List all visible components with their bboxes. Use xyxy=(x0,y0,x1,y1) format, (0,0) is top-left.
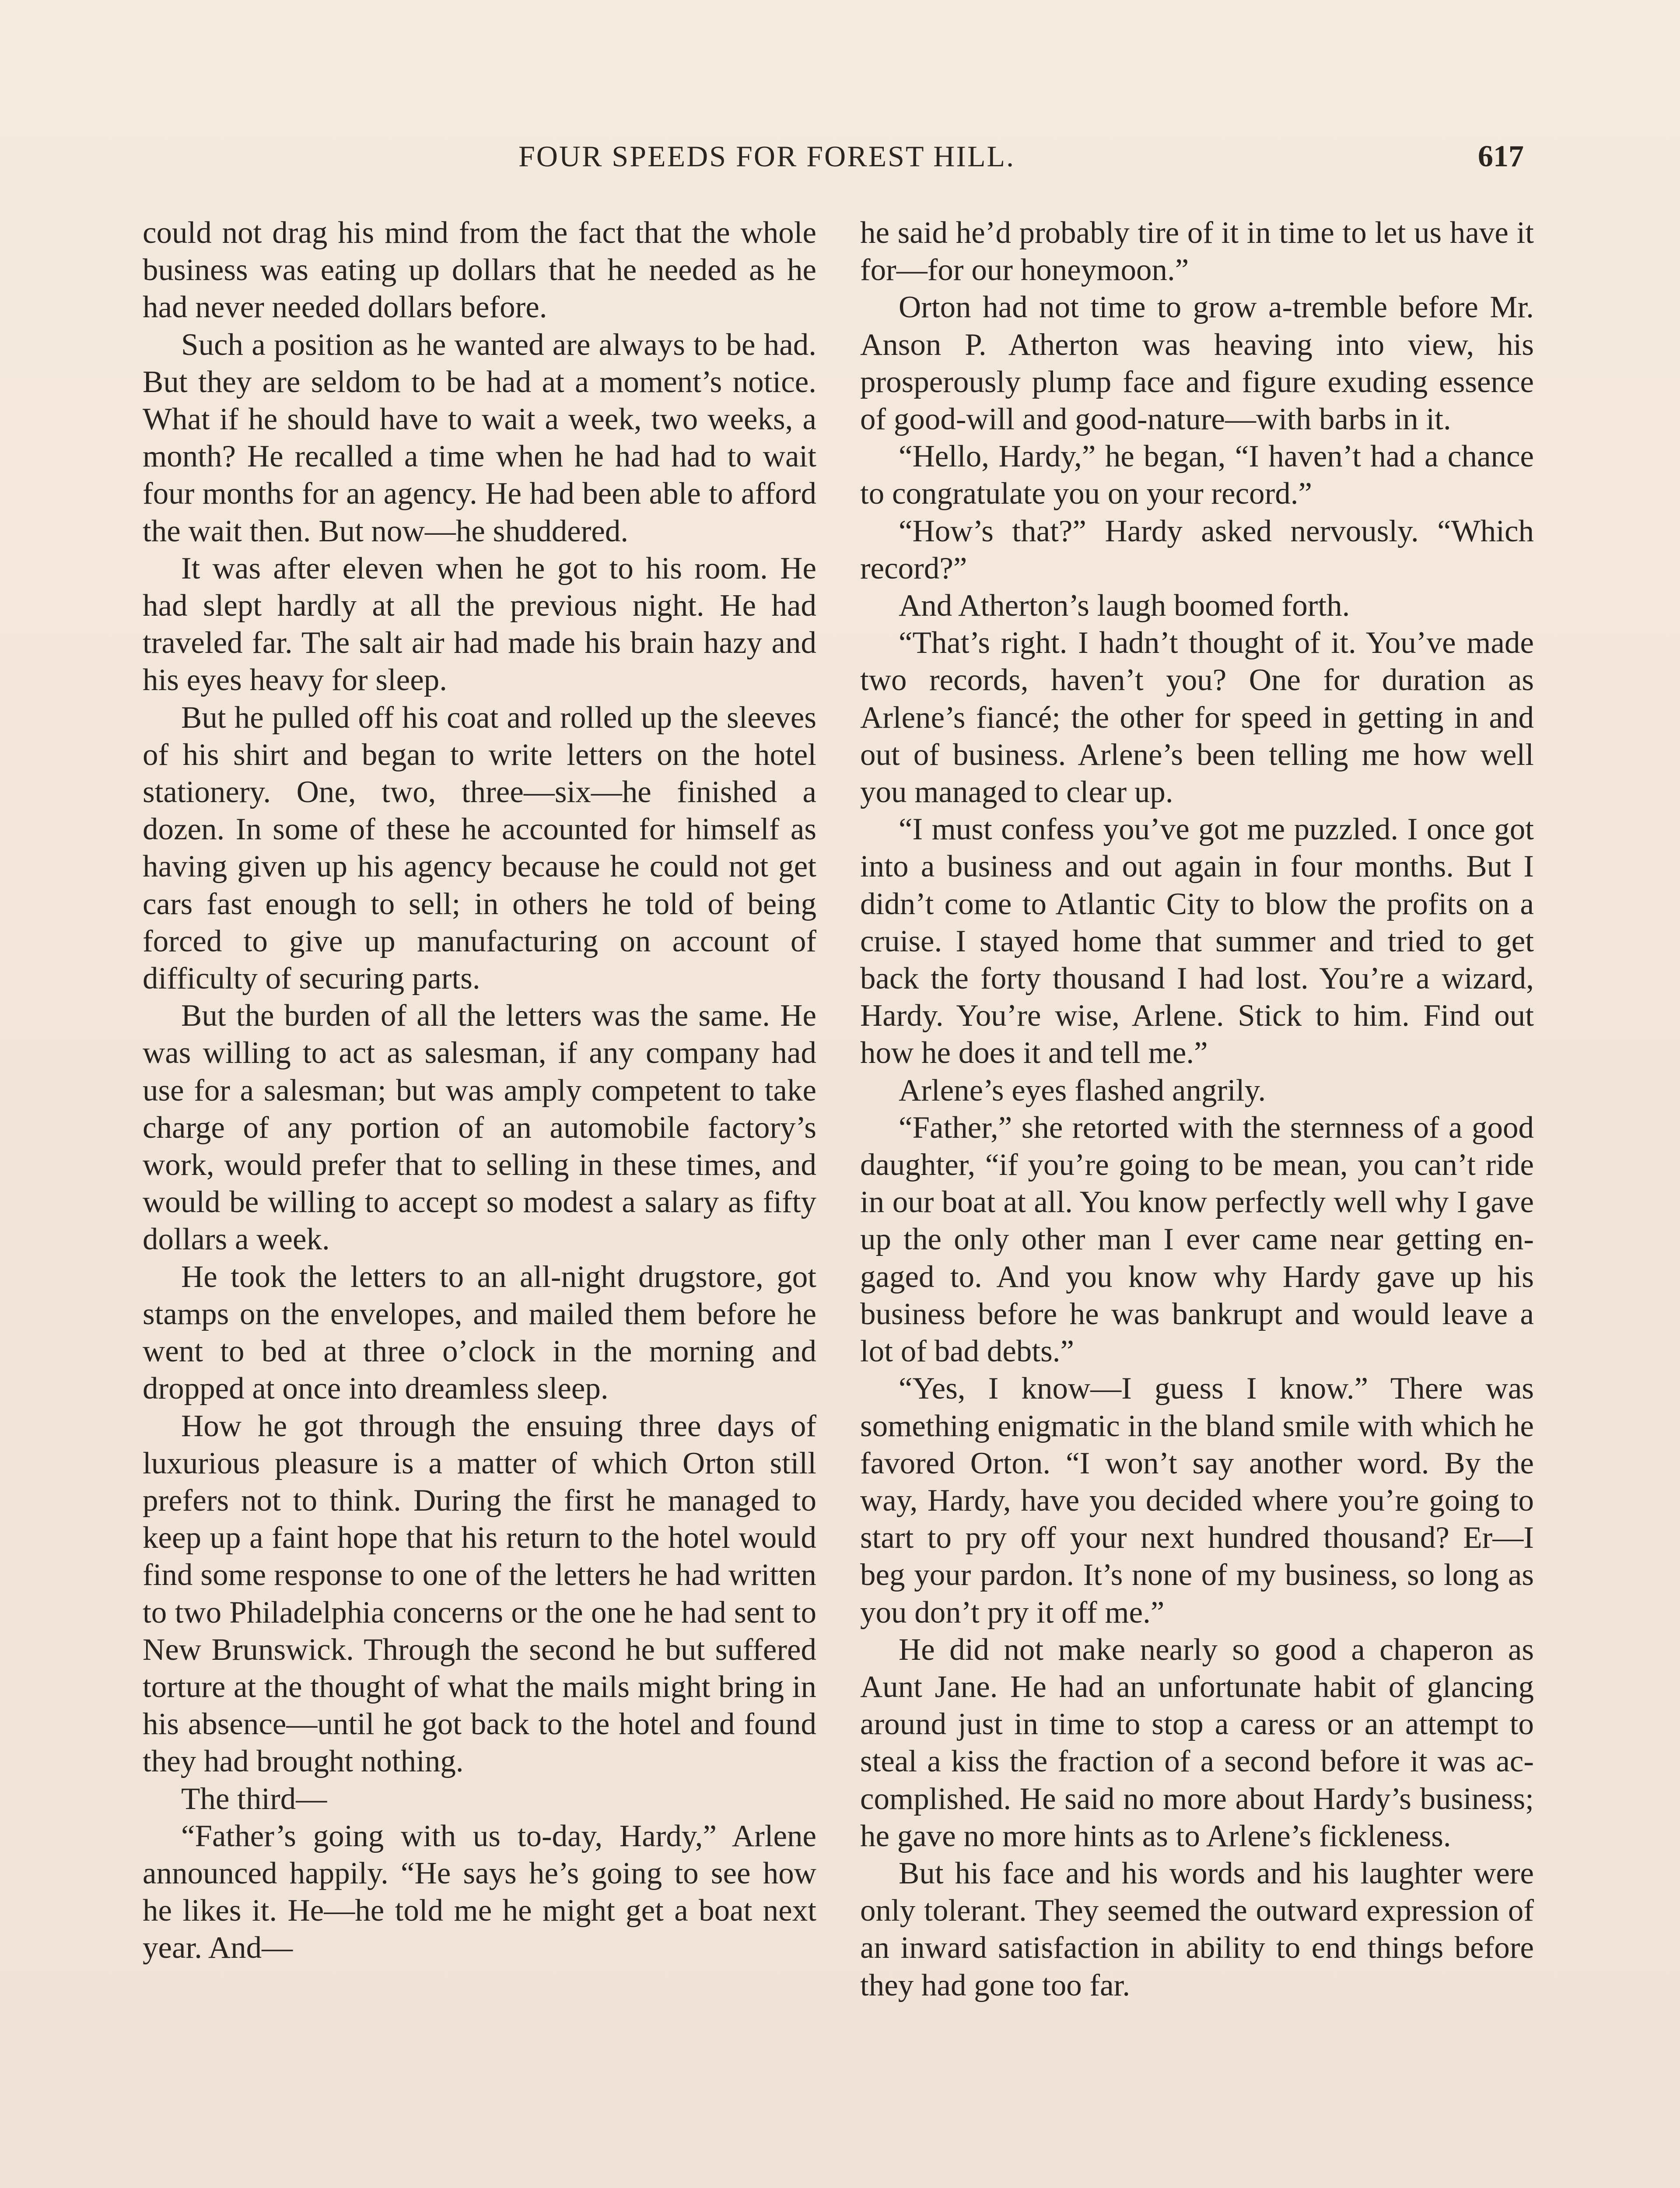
paragraph: could not drag his mind from the fact that the whole business was eating up dollars that he needed as he had never needed dollars before. xyxy=(143,216,816,325)
paragraph: he said he’d probably tire of it in time to let us have it for—for our honeymoon.” xyxy=(860,216,1534,288)
paragraph: “Yes, I know—I guess I know.” There was something enigmatic in the bland smile with which he favored Orton. “I won’t say another word. By the way, Hardy, have you decided where you’re going to start to pry off your next hundred thousand? Er—I beg your pardon. It’s none of my business, so long as you don’t pry it off me.” xyxy=(860,1371,1534,1630)
paragraph: “How’s that?” Hardy asked nervously. “Which record?” xyxy=(860,514,1534,586)
left-column xyxy=(143,214,816,1967)
paragraph: Orton had not time to grow a-tremble before Mr. Anson P. Atherton was heaving into view, his prosperously plump face and figure exuding essence of good-will and good-nature—with barbs in it. xyxy=(860,290,1534,437)
right-column xyxy=(860,214,1534,2004)
paragraph: How he got through the ensuing three days of luxurious pleasure is a matter of which Orton still prefers not to think. During the first he managed to keep up a faint hope that his return to the hotel would find some response to one of the letters he had written to two Philadelphia concerns or the one he had sent to New Brunswick. Through the second he but suffered torture at the thought of what the mails might bring in his absence—until he got back to the hotel and found they had brought nothing. xyxy=(143,1409,816,1779)
paragraph: “I must confess you’ve got me puzzled. I once got into a business and out again in four months. But I didn’t come to Atlantic City to blow the profits on a cruise. I stayed home that summer and tried to get back the forty thousand I had lost. You’re a wizard, Hardy. You’re wise, Arlene. Stick to him. Find out how he does it and tell me.” xyxy=(860,812,1534,1070)
paragraph: “Father’s going with us to-day, Hardy,” Arlene announced happily. “He says he’s going to see how he likes it. He—he told me he might get a boat next year. And— xyxy=(143,1819,816,1965)
paragraph: Such a position as he wanted are always to be had. But they are seldom to be had at a moment’s notice. What if he should have to wait a week, two weeks, a month? He recalled a time when he had had to wait four months for an agency. He had been able to afford the wait then. But now—he shuddered. xyxy=(143,327,816,548)
paragraph: “Hello, Hardy,” he began, “I haven’t had a chance to congratulate you on your record.” xyxy=(860,439,1534,511)
paragraph: He took the letters to an all-night drugstore, got stamps on the envelopes, and mailed them before he went to bed at three o’clock in the morning and dropped at once into dreamless sleep. xyxy=(143,1259,816,1406)
paragraph: “That’s right. I hadn’t thought of it. You’ve made two records, haven’t you? One for duration as Arlene’s fiancé; the other for speed in getting in and out of business. Arlene’s been telling me how well you managed to clear up. xyxy=(860,626,1534,810)
paragraph: And Atherton’s laugh boomed forth. xyxy=(899,589,1350,623)
paragraph: But the burden of all the letters was the same. He was willing to act as salesman, if any company had use for a salesman; but was amply competent to take charge of any portion of an automobile factory’s work, would prefer that to selling in these times, and would be willing to accept so modest a salary as fifty dollars a week. xyxy=(143,999,816,1257)
paragraph: But he pulled off his coat and rolled up the sleeves of his shirt and began to write letters on the hotel stationery. One, two, three—six—he finished a dozen. In some of these he accounted for himself as having given up his agency because he could not get cars fast enough to sell; in others he told of being forced to give up manufacturing on account of difficulty of securing parts. xyxy=(143,700,816,996)
paragraph: The third— xyxy=(181,1781,327,1816)
paragraph: “Father,” she retorted with the sternness of a good daughter, “if you’re going to be mean, you can’t ride in our boat at all. You know perfectly well why I gave up the only other man I ever came near getting engaged to. And you know why Hardy gave up his business before he was bankrupt and would leave a lot of bad debts.” xyxy=(860,1110,1534,1369)
paragraph: But his face and his words and his laughter were only tolerant. They seemed the outward expression of an inward satisfaction in ability to end things before they had gone too far. xyxy=(860,1856,1534,2002)
paragraph: Arlene’s eyes flashed angrily. xyxy=(899,1073,1266,1108)
running-title: FOUR SPEEDS FOR FOREST HILL. xyxy=(518,140,1015,173)
page-number: 617 xyxy=(1478,140,1524,173)
paragraph: It was after eleven when he got to his room. He had slept hardly at all the previous night. He had traveled far. The salt air had made his brain hazy and his eyes heavy for sleep. xyxy=(143,551,816,698)
paragraph: He did not make nearly so good a chaperon as Aunt Jane. He had an unfortunate habit of glancing around just in time to stop a caress or an attempt to steal a kiss the fraction of a second before it was accomplished. He said no more about Hardy’s business; he gave no more hints as to Arlene’s fickleness. xyxy=(860,1632,1534,1853)
